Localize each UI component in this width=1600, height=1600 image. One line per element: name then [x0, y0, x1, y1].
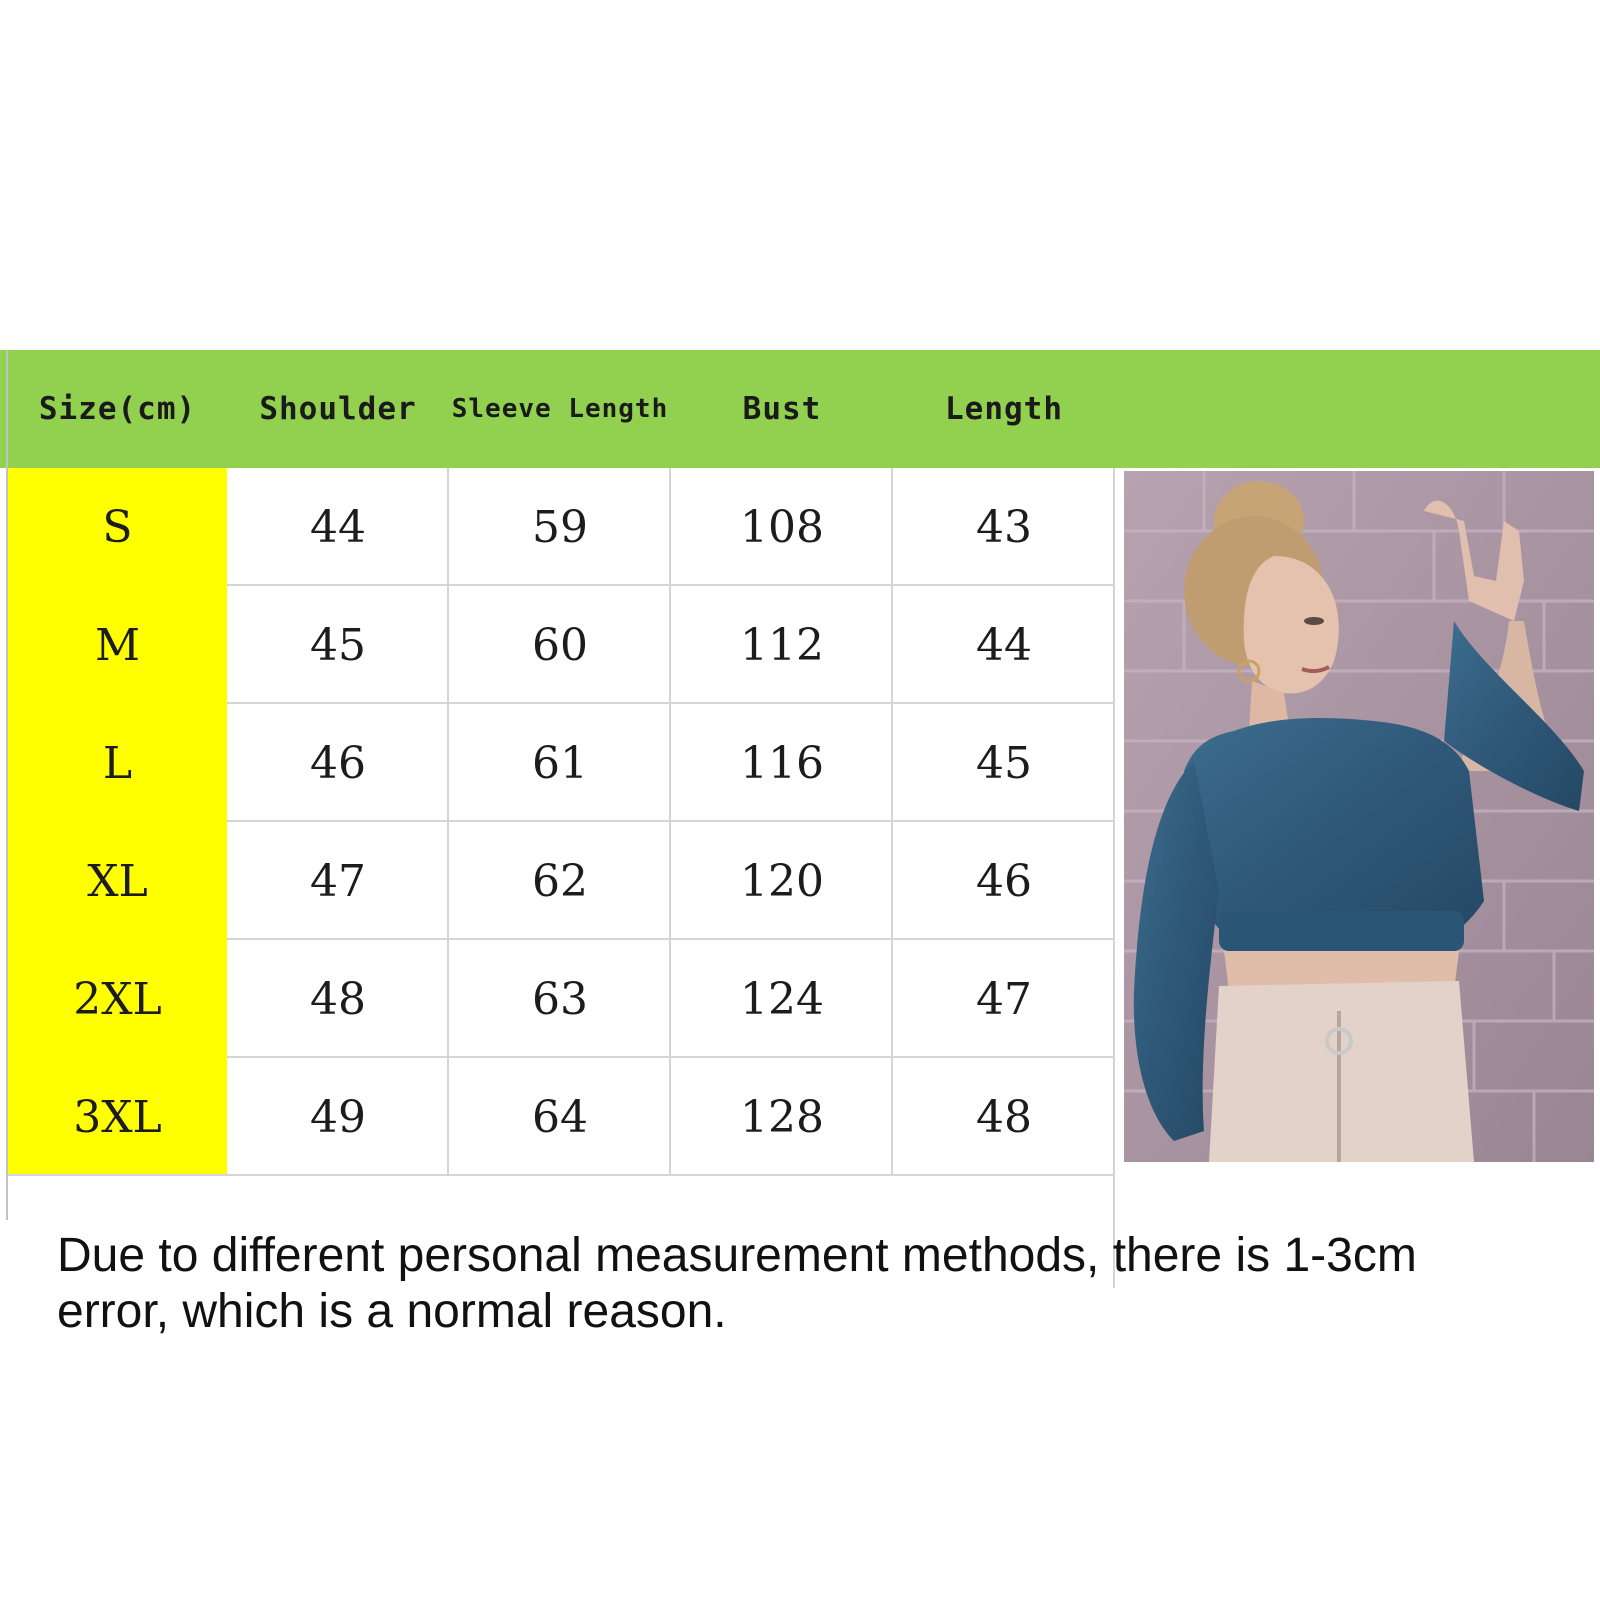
length-cell: 46 [976, 855, 1032, 907]
sleeve-cell: 64 [532, 1091, 588, 1143]
size-cell: XL [87, 855, 148, 907]
length-cell: 44 [976, 619, 1032, 671]
model-photo [1124, 471, 1594, 1162]
bust-cell: 120 [740, 855, 824, 907]
sleeve-cell: 60 [532, 619, 588, 671]
header-sleeve-length: Sleeve Length [451, 394, 669, 424]
bust-cell: 124 [740, 973, 824, 1025]
bust-cell: 112 [740, 619, 824, 671]
shoulder-cell: 46 [310, 737, 366, 789]
model-photo-icon [1124, 471, 1594, 1162]
measurement-note [57, 1228, 1557, 1340]
bust-cell: 128 [740, 1091, 824, 1143]
header-length: Length [945, 391, 1063, 427]
size-cell: M [94, 619, 141, 671]
bust-cell: 116 [740, 737, 824, 789]
length-cell: 48 [976, 1091, 1032, 1143]
sleeve-cell: 63 [532, 973, 588, 1025]
size-cell: 2XL [73, 973, 162, 1025]
note-line-1: Due to different personal measurement methods, there is 1-3cm [57, 1229, 1417, 1282]
shoulder-cell: 49 [310, 1091, 366, 1143]
size-cell: S [102, 501, 133, 553]
length-cell: 43 [976, 501, 1032, 553]
shoulder-cell: 44 [310, 501, 366, 553]
size-cell: L [102, 737, 133, 789]
shoulder-cell: 47 [310, 855, 366, 907]
sleeve-cell: 61 [532, 737, 588, 789]
shoulder-cell: 48 [310, 973, 366, 1025]
bust-cell: 108 [740, 501, 824, 553]
header-size: Size(cm) [38, 391, 197, 427]
sleeve-cell: 59 [532, 501, 588, 553]
length-cell: 45 [976, 737, 1032, 789]
sleeve-cell: 62 [532, 855, 588, 907]
length-cell: 47 [976, 973, 1032, 1025]
note-line-2: error, which is a normal reason. [57, 1285, 727, 1338]
shoulder-cell: 45 [310, 619, 366, 671]
header-bust: Bust [742, 391, 822, 427]
header-shoulder: Shoulder [259, 391, 417, 427]
size-cell: 3XL [73, 1091, 162, 1143]
